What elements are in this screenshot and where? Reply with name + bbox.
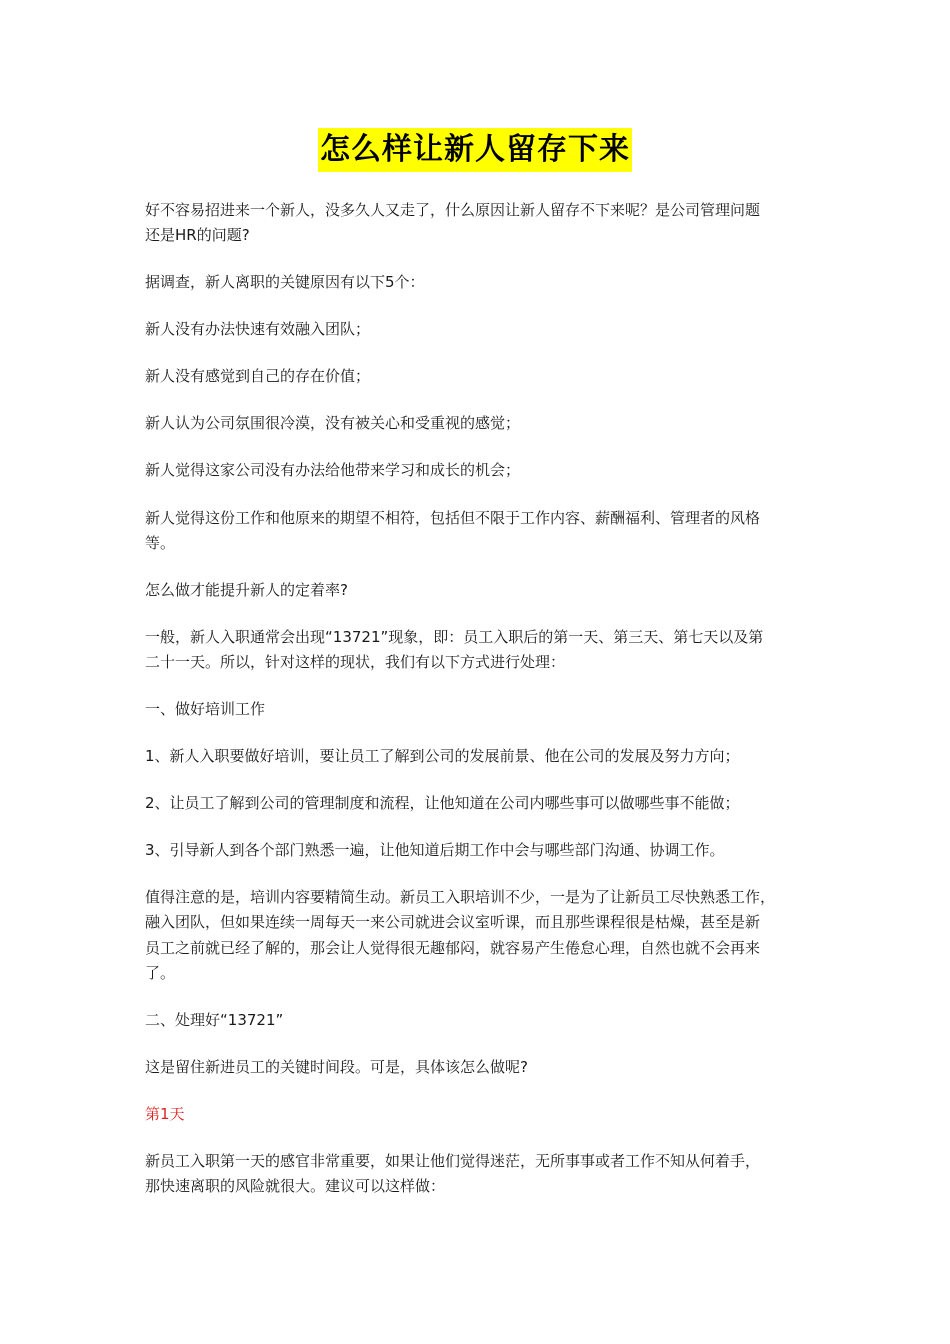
paragraph-line: 一般，新人入职通常会出现“13721”现象，即：员工入职后的第一天、第三天、第七天以及第 (145, 628, 764, 646)
paragraph-line: 新人觉得这份工作和他原来的期望不相符，包括但不限于工作内容、薪酬福利、管理者的风格 (145, 509, 761, 527)
paragraph-line: 员工之前就已经了解的，那会让人觉得很无趣郁闷，就容易产生倦怠心理，自然也就不会再来 (145, 939, 761, 957)
paragraph-line: 融入团队，但如果连续一周每天一来公司就进会议室听课，而且那些课程很是枯燥，甚至是新 (145, 913, 761, 931)
paragraph-line: 那快速离职的风险就很大。建议可以这样做： (145, 1177, 446, 1195)
paragraph-line: 这是留住新进员工的关键时间段。可是，具体该怎么做呢? (145, 1058, 528, 1076)
paragraph-line: 新人没有办法快速有效融入团队； (145, 320, 371, 338)
paragraph-line: 二十一天。所以，针对这样的现状，我们有以下方式进行处理： (145, 653, 566, 671)
paragraph-line: 1、新人入职要做好培训，要让员工了解到公司的发展前景、他在公司的发展及努力方向； (145, 747, 740, 765)
paragraph-line: 等。 (145, 534, 176, 552)
paragraph-line: 新人没有感觉到自己的存在价值； (145, 367, 371, 385)
title-wrapper (0, 128, 950, 172)
paragraph-line: 3、引导新人到各个部门熟悉一遍，让他知道后期工作中会与哪些部门沟通、协调工作。 (145, 841, 725, 859)
paragraph-line: 还是HR的问题? (145, 226, 250, 244)
paragraph-line: 2、让员工了解到公司的管理制度和流程，让他知道在公司内哪些事可以做哪些事不能做； (145, 794, 740, 812)
paragraph-line: 据调查，新人离职的关键原因有以下5个： (145, 273, 425, 291)
paragraph-line: 新员工入职第一天的感官非常重要，如果让他们觉得迷茫，无所事事或者工作不知从何着手， (145, 1152, 761, 1170)
section-heading: 一、做好培训工作 (145, 700, 266, 718)
page-title: 怎么样让新人留存下来 (318, 128, 632, 172)
paragraph-line: 新人觉得这家公司没有办法给他带来学习和成长的机会； (145, 461, 521, 479)
paragraph-line: 新人认为公司氛围很冷漠，没有被关心和受重视的感觉； (145, 414, 521, 432)
paragraph-line: 值得注意的是，培训内容要精简生动。新员工入职培训不少，一是为了让新员工尽快熟悉工作， (145, 888, 776, 906)
paragraph-line: 怎么做才能提升新人的定着率? (145, 581, 348, 599)
day-heading-red: 第1天 (145, 1105, 185, 1123)
paragraph-line: 了。 (145, 964, 176, 982)
section-heading: 二、处理好“13721” (145, 1011, 284, 1029)
paragraph-line: 好不容易招进来一个新人，没多久人又走了，什么原因让新人留存不下来呢？是公司管理问题 (145, 201, 761, 219)
